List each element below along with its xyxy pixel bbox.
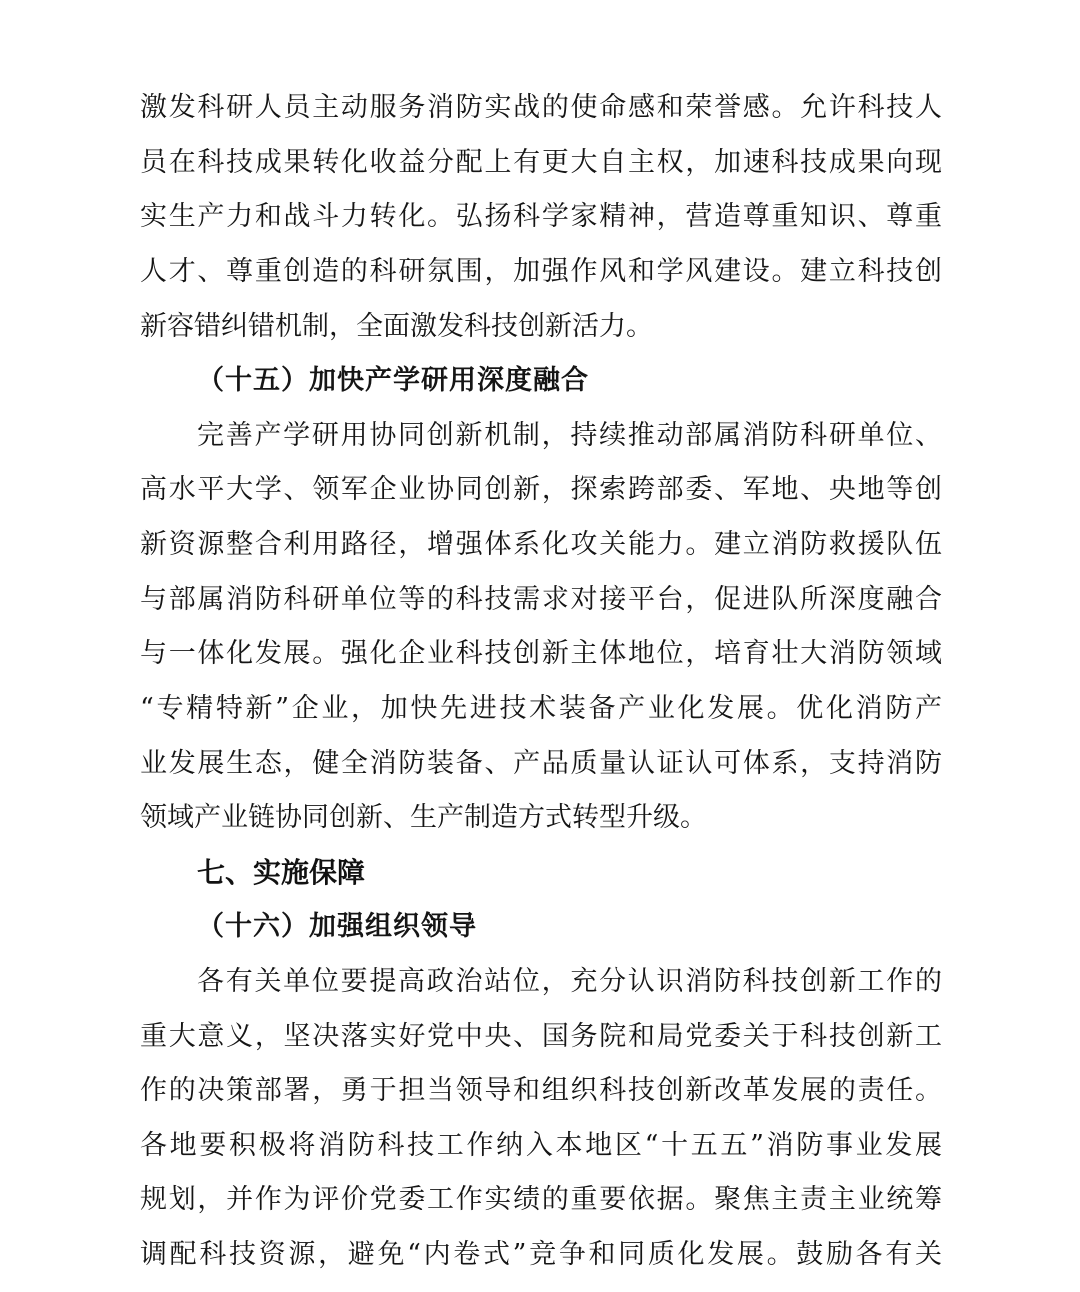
paragraph-line: 规划，并作为评价党委工作实绩的重要依据。聚焦主责主业统筹	[140, 1184, 942, 1215]
paragraph-line: 人才、尊重创造的科研氛围，加强作风和学风建设。建立科技创	[140, 256, 942, 287]
paragraph-line: 与一体化发展。强化企业科技创新主体地位，培育壮大消防领域	[140, 638, 942, 669]
paragraph-line: 作的决策部署，勇于担当领导和组织科技创新改革发展的责任。	[140, 1075, 942, 1106]
paragraph-line: 与部属消防科研单位等的科技需求对接平台，促进队所深度融合	[140, 584, 942, 615]
paragraph-line: 员在科技成果转化收益分配上有更大自主权，加速科技成果向现	[140, 147, 942, 178]
subsection-heading: （十五）加快产学研用深度融合	[197, 365, 589, 396]
paragraph-line: 各有关单位要提高政治站位，充分认识消防科技创新工作的	[197, 966, 942, 997]
subsection-heading: （十六）加强组织领导	[197, 911, 477, 942]
section-heading: 七、实施保障	[197, 856, 366, 889]
paragraph-line: “专精特新”企业，加快先进技术装备产业化发展。优化消防产	[140, 693, 942, 724]
paragraph-line: 实生产力和战斗力转化。弘扬科学家精神，营造尊重知识、尊重	[140, 201, 942, 232]
paragraph-line: 重大意义，坚决落实好党中央、国务院和局党委关于科技创新工	[140, 1021, 942, 1052]
paragraph-line: 完善产学研用协同创新机制，持续推动部属消防科研单位、	[197, 420, 942, 451]
paragraph-line: 新资源整合利用路径，增强体系化攻关能力。建立消防救援队伍	[140, 529, 942, 560]
paragraph-line: 高水平大学、领军企业协同创新，探索跨部委、军地、央地等创	[140, 474, 942, 505]
paragraph-line: 调配科技资源，避免“内卷式”竞争和同质化发展。鼓励各有关	[140, 1239, 942, 1270]
paragraph-line: 激发科研人员主动服务消防实战的使命感和荣誉感。允许科技人	[140, 92, 942, 123]
paragraph-line: 各地要积极将消防科技工作纳入本地区“十五五”消防事业发展	[140, 1130, 942, 1161]
paragraph-line: 新容错纠错机制，全面激发科技创新活力。	[140, 311, 653, 342]
paragraph-line: 业发展生态，健全消防装备、产品质量认证认可体系，支持消防	[140, 748, 942, 779]
paragraph-line: 领域产业链协同创新、生产制造方式转型升级。	[140, 802, 707, 833]
